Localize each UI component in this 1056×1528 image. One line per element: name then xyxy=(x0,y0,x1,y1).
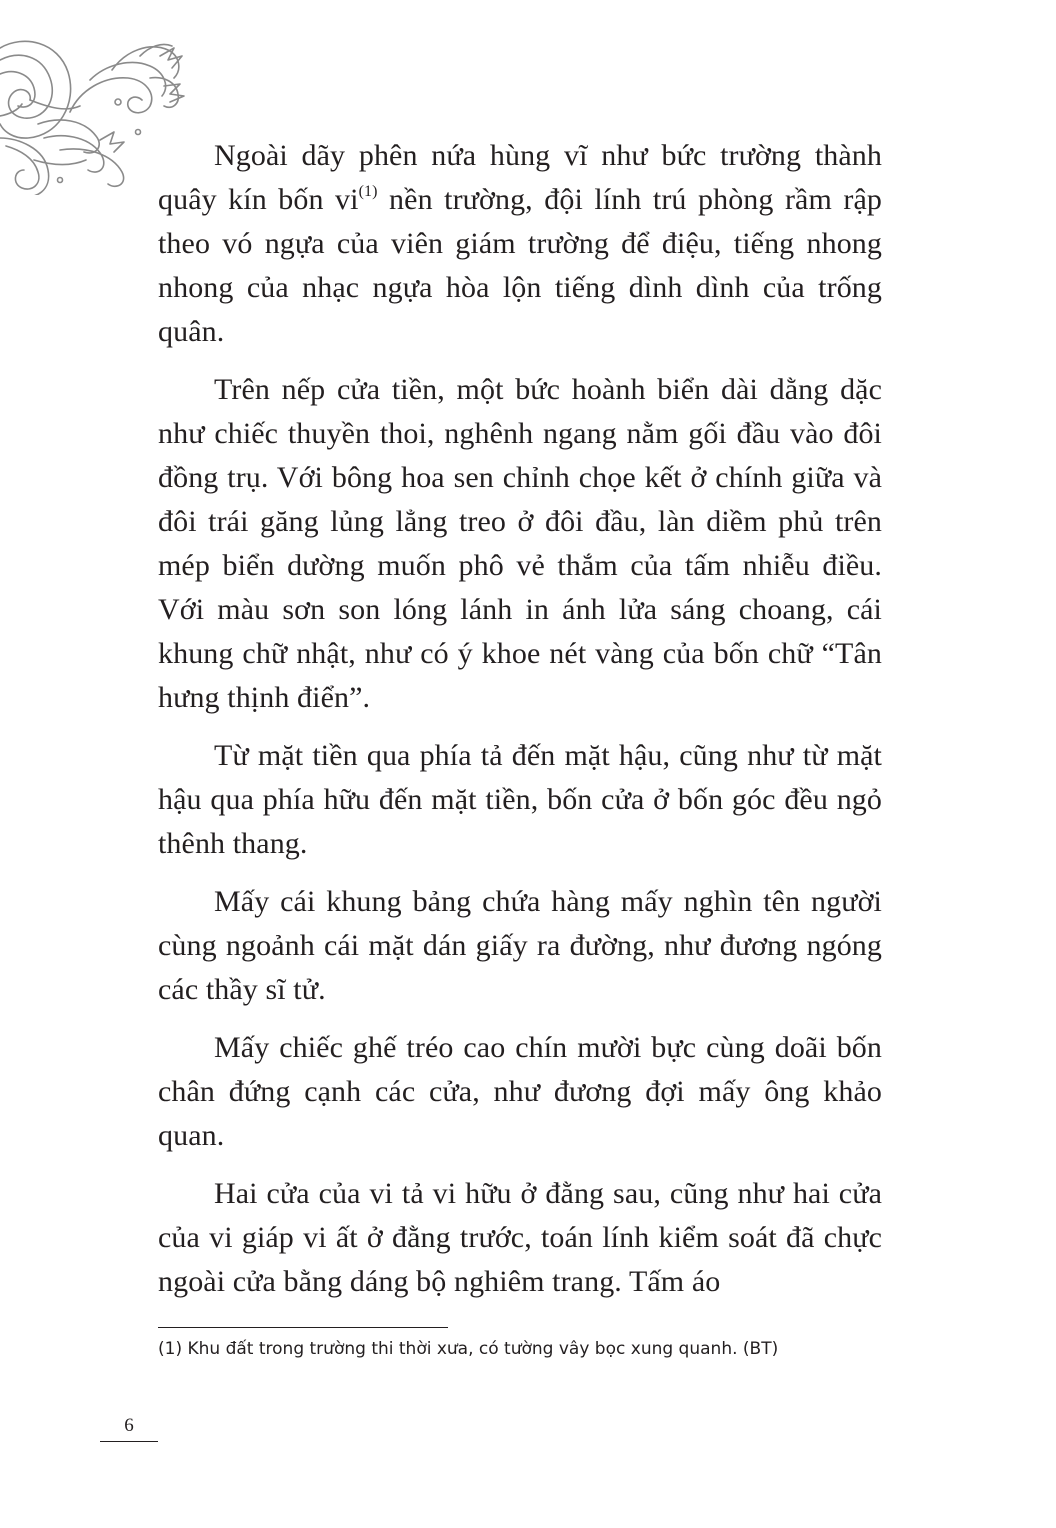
paragraph-2: Trên nếp cửa tiền, một bức hoành biển dài dằng dặc như chiếc thuyền thoi, nghênh ngang nằm gối đầu vào đôi đồng trụ. Với bông hoa sen chỉnh chọe kết ở chính giữa và đôi trái găng lủng lẳng treo ở đôi đầu, làn diềm phủ trên mép biển dường muốn phô vẻ thắm của tấm nhiễu điều. Với màu sơn son lóng lánh in ánh lửa sáng choang, cái khung chữ nhật, như có ý khoe nét vàng của bốn chữ “Tân hưng thịnh điển”. xyxy=(158,373,882,714)
paragraph-1 xyxy=(158,134,882,354)
page-number-underline xyxy=(100,1441,158,1442)
footnote-1: (1) Khu đất trong trường thi thời xưa, có tường vây bọc xung quanh. (BT) xyxy=(158,1339,779,1359)
footnote-reference-1: (1) xyxy=(358,183,378,200)
paragraph-3: Từ mặt tiền qua phía tả đến mặt hậu, cũng như từ mặt hậu qua phía hữu đến mặt tiền, bốn cửa ở bốn góc đều ngỏ thênh thang. xyxy=(158,739,882,860)
paragraph-6: Hai cửa của vi tả vi hữu ở đằng sau, cũng như hai cửa của vi giáp vi ất ở đằng trước, toán lính kiểm soát đã chực ngoài cửa bằng dáng bộ nghiêm trang. Tấm áo xyxy=(158,1177,882,1298)
page-number: 6 xyxy=(124,1415,134,1436)
paragraph-4: Mấy cái khung bảng chứa hàng mấy nghìn tên người cùng ngoảnh cái mặt dán giấy ra đường, như đương ngóng các thầy sĩ tử. xyxy=(158,885,882,1006)
paragraph-5: Mấy chiếc ghế tréo cao chín mười bực cùng doãi bốn chân đứng cạnh các cửa, như đương đợi mấy ông khảo quan. xyxy=(158,1031,882,1152)
paragraph-1-text-cont: nền trường, đội lính trú phòng rầm rập theo vó ngựa của viên giám trường để điệu, tiếng nhong nhong của nhạc ngựa hòa lộn tiếng dình dình của trống quân. xyxy=(158,183,882,348)
footnote-divider xyxy=(158,1327,448,1328)
paragraph-1-text: Ngoài dãy phên nứa hùng vĩ như bức trường thành quây kín bốn vi xyxy=(158,139,882,216)
main-text xyxy=(158,134,882,1318)
